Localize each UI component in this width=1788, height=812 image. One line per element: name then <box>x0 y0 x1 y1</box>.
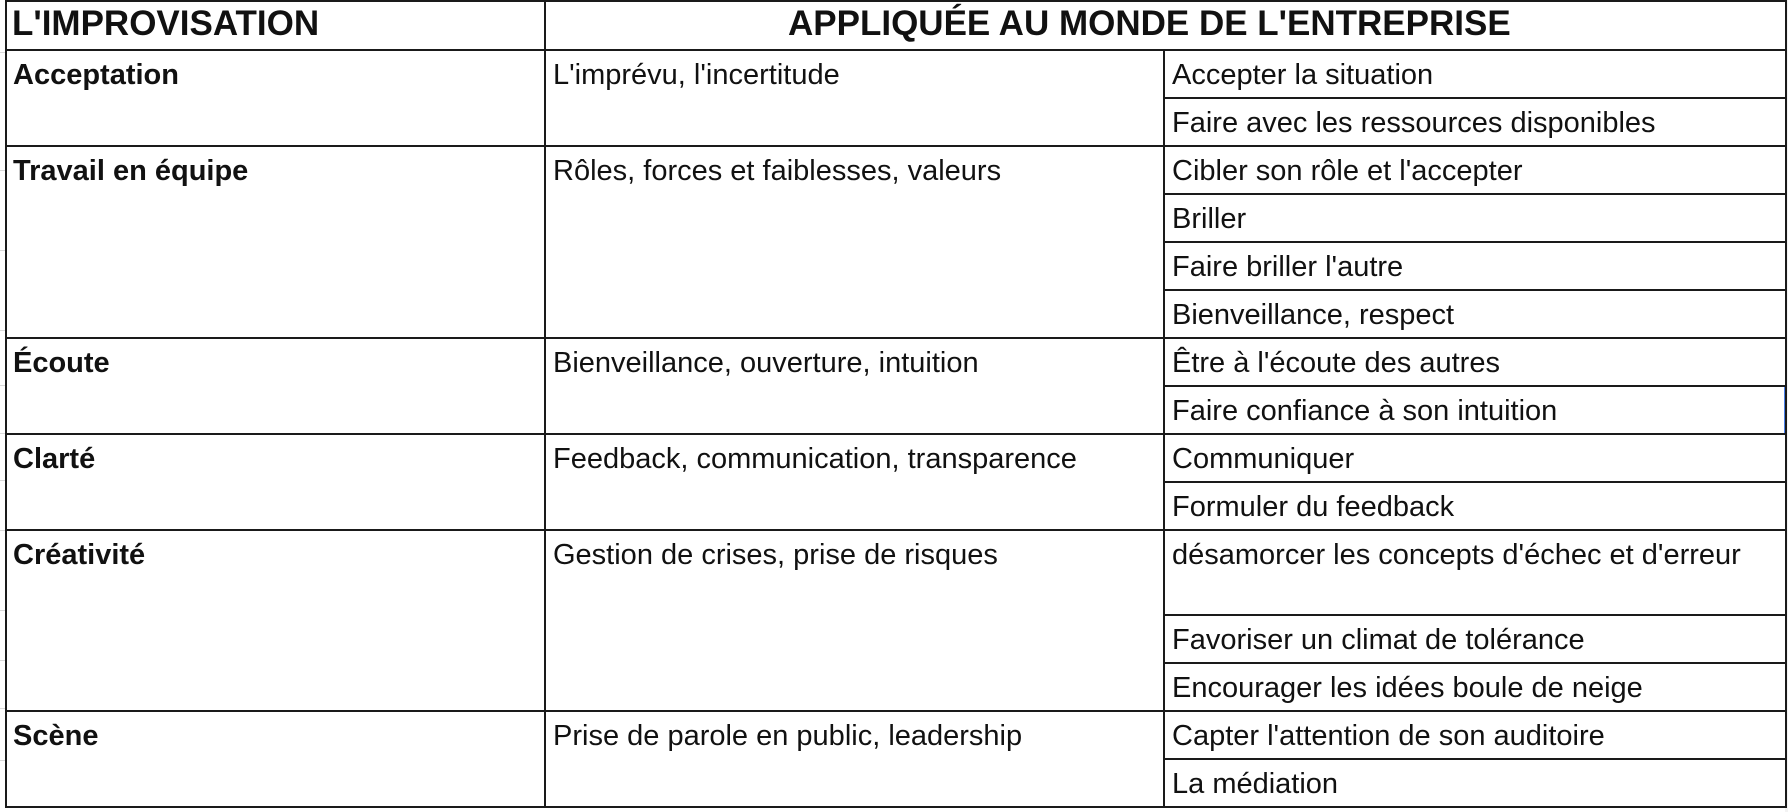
gridline-stub <box>0 170 5 171</box>
action-cell[interactable]: Cibler son rôle et l'accepter <box>1172 155 1523 187</box>
skill-cell[interactable]: Écoute <box>13 347 110 379</box>
action-cell[interactable]: Bienveillance, respect <box>1172 299 1455 331</box>
action-cell[interactable]: Formuler du feedback <box>1172 491 1455 523</box>
action-cell[interactable]: Favoriser un climat de tolérance <box>1172 624 1585 656</box>
gridline-stub <box>0 250 5 251</box>
action-cell[interactable]: Encourager les idées boule de neige <box>1172 672 1643 704</box>
action-cell[interactable]: Accepter la situation <box>1172 59 1434 91</box>
header-top-border <box>5 0 1786 2</box>
action-cell[interactable]: Capter l'attention de son auditoire <box>1172 720 1605 752</box>
column-divider-2 <box>1163 50 1165 808</box>
action-cell[interactable]: Briller <box>1172 203 1247 235</box>
action-cell[interactable]: Communiquer <box>1172 443 1355 475</box>
gridline-stub <box>0 610 5 611</box>
column-divider-1 <box>544 0 546 808</box>
context-cell[interactable]: Rôles, forces et faiblesses, valeurs <box>553 155 1002 187</box>
table-left-border <box>5 0 7 808</box>
header-left[interactable]: L'IMPROVISATION <box>12 4 320 43</box>
gridline-stub <box>0 480 5 481</box>
table-right-border <box>1785 0 1787 808</box>
gridline-stub <box>0 660 5 661</box>
action-cell[interactable]: désamorcer les concepts d'échec et d'erreur <box>1172 539 1741 571</box>
action-cell[interactable]: La médiation <box>1172 768 1339 800</box>
header-right[interactable]: APPLIQUÉE AU MONDE DE L'ENTREPRISE <box>788 4 1511 43</box>
gridline-stub <box>0 52 5 53</box>
gridline-stub <box>0 385 5 386</box>
gridline-stub <box>0 760 5 761</box>
gridline-stub <box>0 530 5 531</box>
gridline-stub <box>0 708 5 709</box>
skill-cell[interactable]: Acceptation <box>13 59 179 91</box>
skill-cell[interactable]: Créativité <box>13 539 146 571</box>
group-divider <box>5 806 1786 808</box>
gridline-stub <box>0 433 5 434</box>
action-cell[interactable]: Faire confiance à son intuition <box>1172 395 1558 427</box>
skill-cell[interactable]: Clarté <box>13 443 96 475</box>
action-cell[interactable]: Être à l'écoute des autres <box>1172 347 1500 379</box>
action-cell[interactable]: Faire briller l'autre <box>1172 251 1404 283</box>
context-cell[interactable]: Feedback, communication, transparence <box>553 443 1077 475</box>
context-cell[interactable]: L'imprévu, l'incertitude <box>553 59 840 91</box>
context-cell[interactable]: Prise de parole en public, leadership <box>553 720 1023 752</box>
context-cell[interactable]: Bienveillance, ouverture, intuition <box>553 347 979 379</box>
gridline-stub <box>0 330 5 331</box>
action-cell[interactable]: Faire avec les ressources disponibles <box>1172 107 1656 139</box>
context-cell[interactable]: Gestion de crises, prise de risques <box>553 539 998 571</box>
skill-cell[interactable]: Scène <box>13 720 99 752</box>
skill-cell[interactable]: Travail en équipe <box>13 155 249 187</box>
